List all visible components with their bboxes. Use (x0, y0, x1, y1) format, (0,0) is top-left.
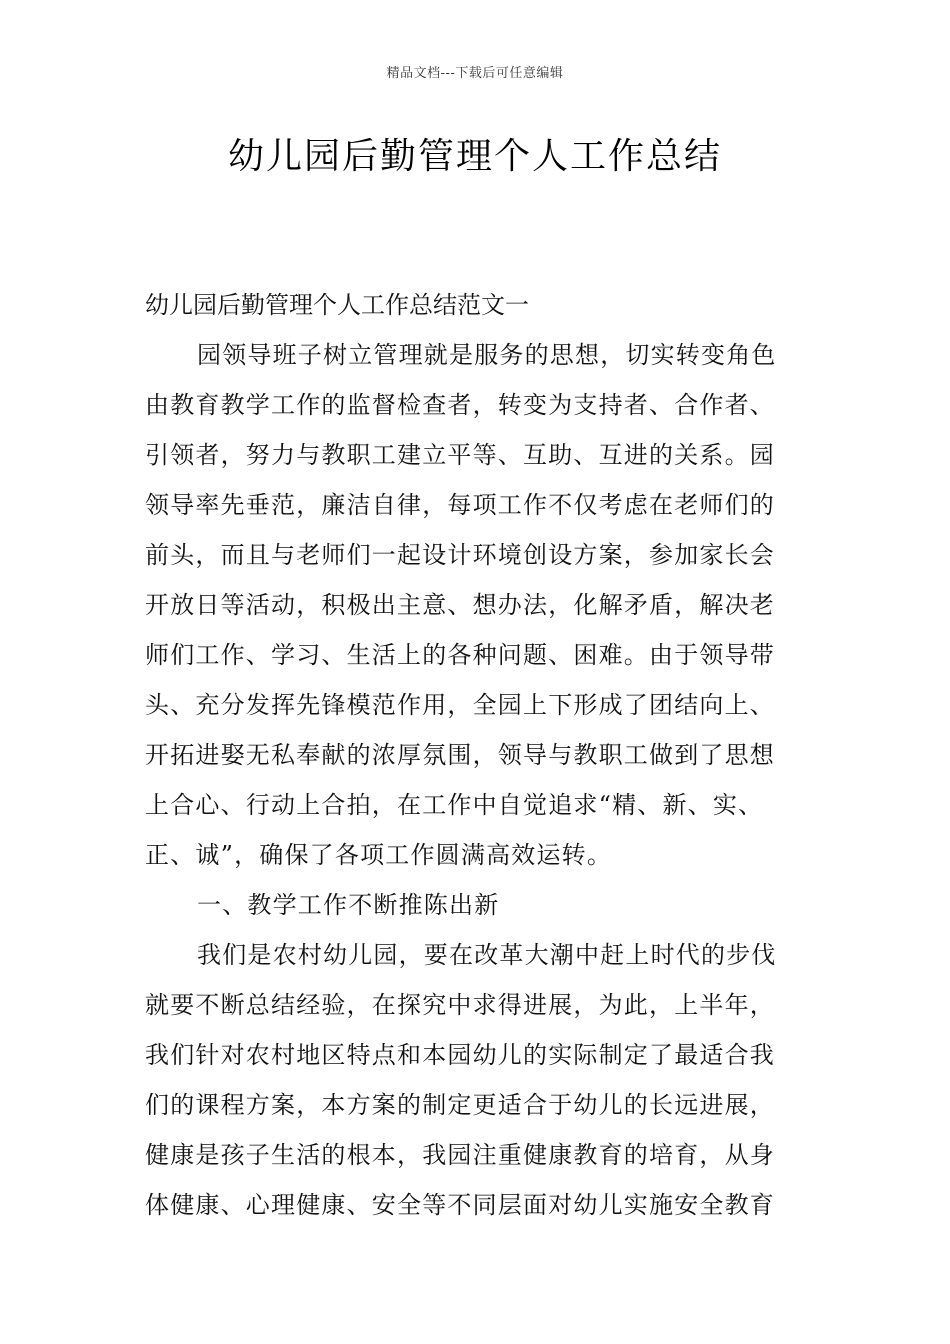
paragraph-line: 我们是农村幼儿园，要在改革大潮中赶上时代的步伐 (197, 941, 777, 969)
paragraph-line: 领导率先垂范，廉洁自律，每项工作不仅考虑在老师们的 (145, 491, 775, 519)
document-body (145, 280, 810, 1230)
document-title: 幼儿园后勤管理个人工作总结 (227, 136, 722, 177)
paragraph-line: 上合心、行动上合拍，在工作中自觉追求“精、新、实、 (145, 791, 764, 819)
paragraph-line: 由教育教学工作的监督检查者，转变为支持者、合作者、 (145, 391, 775, 419)
paragraph-line: 体健康、心理健康、安全等不同层面对幼儿实施安全教育 (145, 1191, 775, 1219)
paragraph-line: 开拓进娶无私奉献的浓厚氛围，领导与教职工做到了思想 (145, 741, 775, 769)
paragraph-line: 我们针对农村地区特点和本园幼儿的实际制定了最适合我 (145, 1041, 775, 1069)
paragraph-line: 园领导班子树立管理就是服务的思想，切实转变角色 (197, 341, 777, 369)
paragraph-line: 前头，而且与老师们一起设计环境创设方案，参加家长会 (145, 541, 775, 569)
paragraph-line: 就要不断总结经验，在探究中求得进展，为此，上半年， (145, 991, 775, 1019)
subheading: 幼儿园后勤管理个人工作总结范文一 (145, 291, 529, 319)
paragraph-1 (145, 330, 810, 880)
paragraph-line: 健康是孩子生活的根本，我园注重健康教育的培育，从身 (145, 1141, 775, 1169)
paragraph-line: 们的课程方案，本方案的制定更适合于幼儿的长远进展， (145, 1091, 775, 1119)
paragraph-line: 开放日等活动，积极出主意、想办法，化解矛盾，解决老 (145, 591, 775, 619)
paragraph-line: 师们工作、学习、生活上的各种问题、困难。由于领导带 (145, 641, 775, 669)
paragraph-line: 头、充分发挥先锋模范作用，全园上下形成了团结向上、 (145, 691, 775, 719)
paragraph-line: 正、诚”，确保了各项工作圆满高效运转。 (145, 841, 613, 869)
paragraph-2 (145, 930, 810, 1230)
header-note: 精品文档---下载后可任意编辑 (386, 66, 564, 81)
section-heading: 一、教学工作不断推陈出新 (197, 891, 500, 919)
paragraph-line: 引领者，努力与教职工建立平等、互助、互进的关系。园 (145, 441, 775, 469)
